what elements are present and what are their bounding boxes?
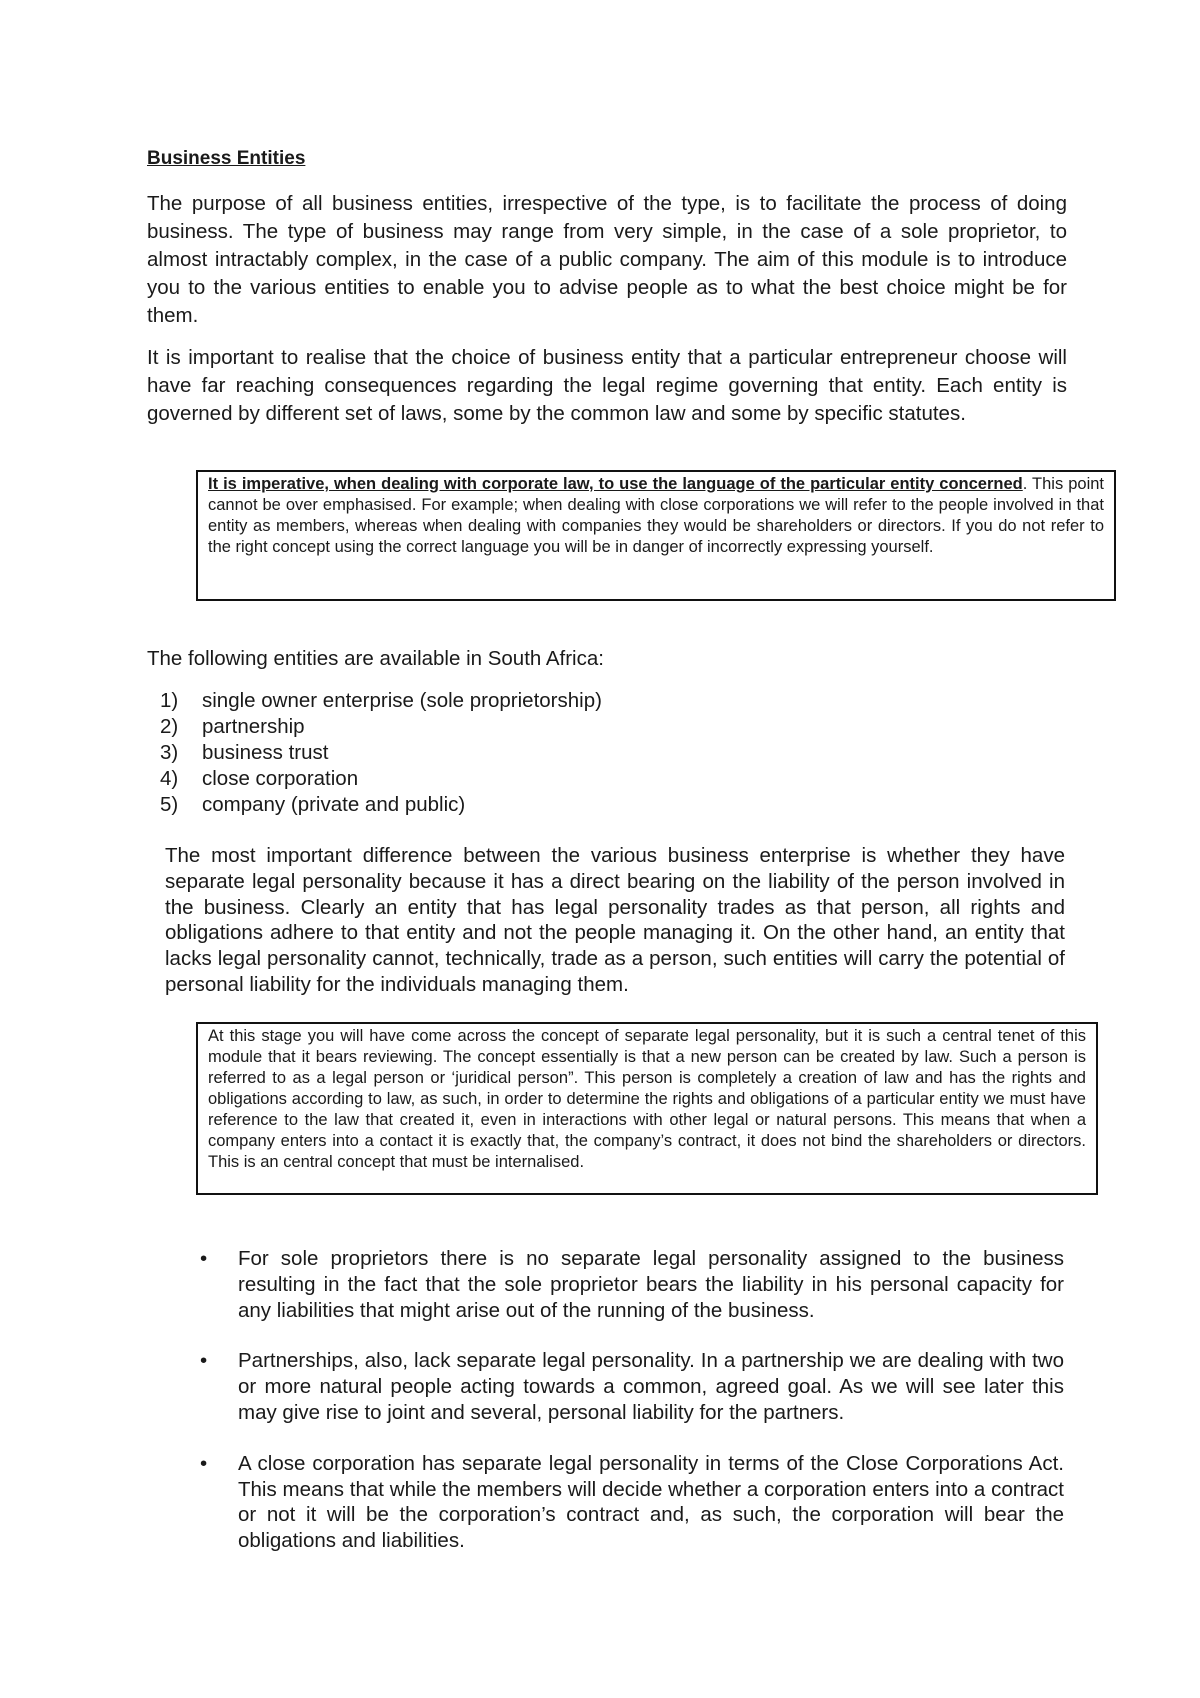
note-box-language <box>196 470 1116 601</box>
paragraph-importance: It is important to realise that the choice of business entity that a particular entrepreneur choose will have far reaching consequences regarding the legal regime governing that entity. Each entity is governed by different set of laws, some by the common law and some by specific statutes. <box>147 346 1067 425</box>
note-box-text: . This point cannot be over emphasised. For example; when dealing with close corporations we will refer to the people involved in that entity as members, whereas when dealing with companies they would be shareholders or directors. If you do not refer to the right concept using the correct language you will be in danger of incorrectly expressing yourself. <box>208 475 1104 556</box>
list-item <box>160 714 602 740</box>
list-item <box>200 1348 1064 1425</box>
list-number: 4) <box>160 767 179 790</box>
note-box-emphasis: It is imperative, when dealing with corporate law, to use the language of the particular entity concerned <box>208 475 1023 493</box>
list-number: 2) <box>160 715 179 738</box>
list-item <box>160 740 602 766</box>
page-title: Business Entities <box>147 148 306 169</box>
bullet-icon: • <box>200 1247 208 1270</box>
bullet-text: For sole proprietors there is no separate legal personality assigned to the business resulting in the fact that the sole proprietor bears the liability in his personal capacity for any liabilities that might arise out of the running of the business. <box>238 1247 1064 1322</box>
entities-list <box>160 688 602 818</box>
bullet-text: A close corporation has separate legal personality in terms of the Close Corporations Act. This means that while the members will decide whether a corporation enters into a contract or not it will be the corporation’s contract and, as such, the corporation will bear the obligations and liabilities. <box>238 1451 1064 1553</box>
list-label: close corporation <box>202 767 359 790</box>
bullet-text: Partnerships, also, lack separate legal personality. In a partnership we are dealing with two or more natural people acting towards a common, agreed goal. As we will see later this may give rise to joint and several, personal liability for the partners. <box>238 1349 1064 1424</box>
entities-intro: The following entities are available in South Africa: <box>147 647 604 670</box>
bullet-icon: • <box>200 1349 208 1373</box>
bullet-list <box>200 1246 1064 1579</box>
list-label: single owner enterprise (sole proprietorship) <box>202 689 602 712</box>
list-number: 5) <box>160 793 179 816</box>
paragraph-legal-personality: The most important difference between the various business enterprise is whether they have separate legal personality because it has a direct bearing on the liability of the person involved in the business. Clearly an entity that has legal personality trades as that person, all rights and obligations adhere to that entity and not the people managing it. On the other hand, an entity that lacks legal personality cannot, technically, trade as a person, such entities will carry the potential of personal liability for the individuals managing them. <box>165 844 1065 996</box>
list-label: partnership <box>202 715 305 738</box>
list-item <box>200 1246 1064 1323</box>
list-label: business trust <box>202 741 329 764</box>
list-item <box>160 792 602 818</box>
list-item <box>160 766 602 792</box>
list-label: company (private and public) <box>202 793 466 816</box>
list-number: 1) <box>160 689 179 712</box>
bullet-icon: • <box>200 1451 208 1475</box>
note-box-legal-personality: At this stage you will have come across the concept of separate legal personality, but it is such a central tenet of this module that it bears reviewing. The concept essentially is that a new person can be created by law. Such a person is referred to as a legal person or ‘juridical person”. This person is completely a creation of law and has the rights and obligations according to law, as such, in order to determine the rights and obligations of a particular entity we must have reference to the law that created it, even in interactions with other legal or natural persons. This means that when a company enters into a contact it is exactly that, the company’s contract, it does not bind the shareholders or directors. This is an central concept that must be internalised. <box>196 1022 1098 1195</box>
list-item <box>200 1451 1064 1554</box>
list-number: 3) <box>160 741 179 764</box>
paragraph-purpose: The purpose of all business entities, irrespective of the type, is to facilitate the process of doing business. The type of business may range from very simple, in the case of a sole proprietor, to almost intractably complex, in the case of a public company. The aim of this module is to introduce you to the various entities to enable you to advise people as to what the best choice might be for them. <box>147 192 1067 327</box>
list-item <box>160 688 602 714</box>
